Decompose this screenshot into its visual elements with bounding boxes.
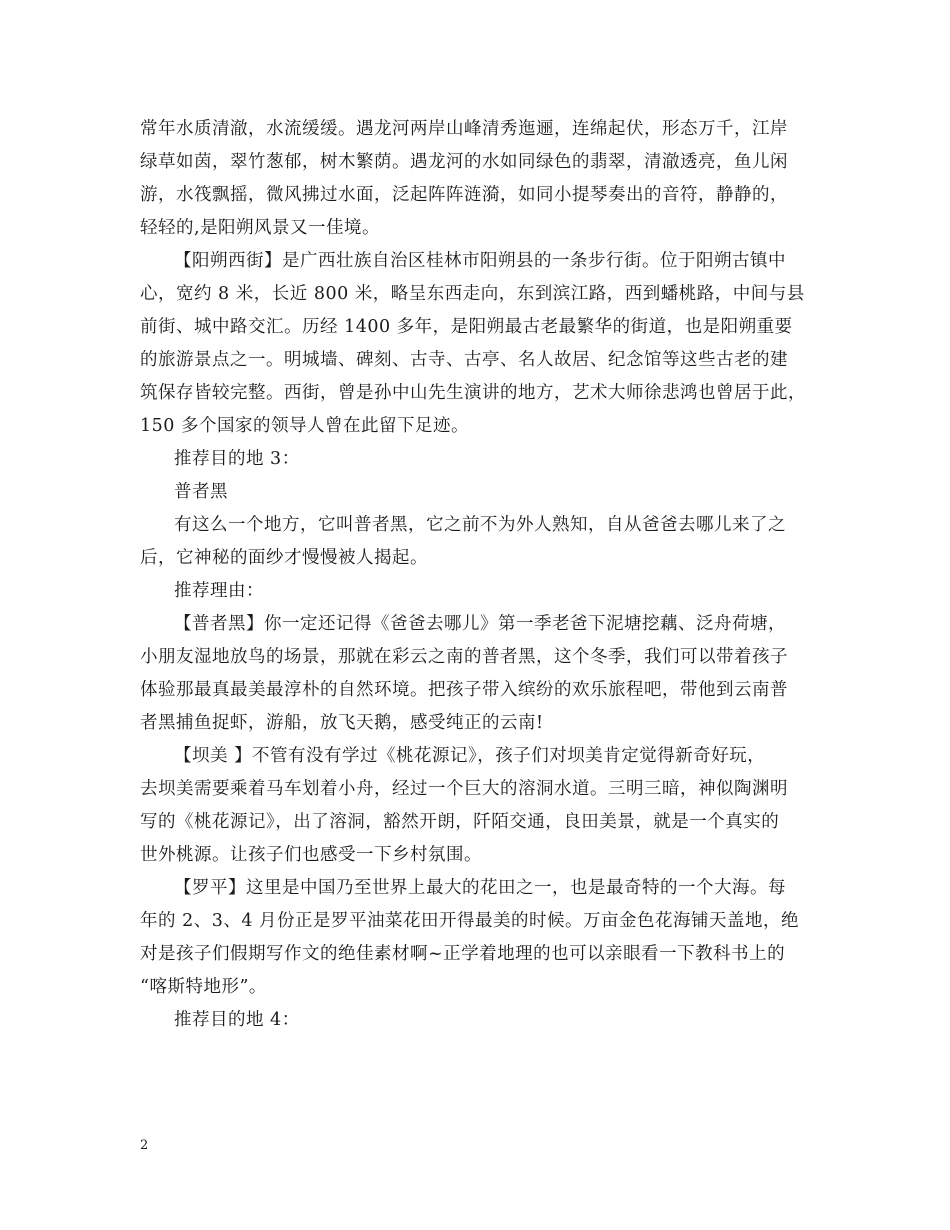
section-heading: 推荐理由： bbox=[174, 581, 264, 601]
body-line: 去坝美需要乘着马车划着小舟，经过一个巨大的溶洞水道。三明三暗，神似陶渊明 bbox=[140, 779, 788, 799]
paragraph-start-line: 【普者黑】你一定还记得《爸爸去哪儿》第一季老爸下泥塘挖藕、泛舟荷塘， bbox=[174, 614, 786, 634]
section-heading: 推荐目的地 3： bbox=[174, 449, 300, 469]
body-line: 150 多个国家的领导人曾在此留下足迹。 bbox=[140, 416, 469, 436]
body-line: 年的 2、3、4 月份正是罗平油菜花田开得最美的时候。万亩金色花海铺天盖地，绝 bbox=[140, 911, 800, 931]
body-line: 世外桃源。让孩子们也感受一下乡村氛围。 bbox=[140, 845, 482, 865]
body-line: 小朋友湿地放鸟的场景，那就在彩云之南的普者黑，这个冬季，我们可以带着孩子 bbox=[140, 647, 788, 667]
body-line: 写的《桃花源记》，出了溶洞，豁然开朗，阡陌交通，良田美景，就是一个真实的 bbox=[140, 812, 780, 832]
page-number: 2 bbox=[140, 1138, 149, 1153]
body-line: 常年水质清澈，水流缓缓。遇龙河两岸山峰清秀迤逦，连绵起伏，形态万千，江岸 bbox=[140, 119, 788, 139]
body-line: 体验那最真最美最淳朴的自然环境。把孩子带入缤纷的欢乐旅程吧，带他到云南普 bbox=[140, 680, 788, 700]
body-line: “喀斯特地形”。 bbox=[140, 977, 267, 997]
paragraph-start-line: 有这么一个地方，它叫普者黑，它之前不为外人熟知，自从爸爸去哪儿来了之 bbox=[174, 515, 786, 535]
body-line: 轻轻的,是阳朔风景又一佳境。 bbox=[140, 218, 381, 238]
body-line: 对是孩子们假期写作文的绝佳素材啊~正学着地理的也可以亲眼看一下教科书上的 bbox=[140, 944, 786, 964]
paragraph-start-line: 【坝美 】不管有没有学过《桃花源记》，孩子们对坝美肯定觉得新奇好玩， bbox=[174, 746, 766, 766]
body-line: 前街、城中路交汇。历经 1400 多年，是阳朔最古老最繁华的街道，也是阳朔重要 bbox=[140, 317, 793, 337]
section-heading: 推荐目的地 4： bbox=[174, 1010, 300, 1030]
document-body bbox=[140, 114, 820, 1038]
destination-name: 普者黑 bbox=[174, 482, 228, 502]
body-line: 绿草如茵，翠竹葱郁，树木繁荫。遇龙河的水如同绿色的翡翠，清澈透亮，鱼儿闲 bbox=[140, 152, 788, 172]
body-line: 心，宽约 8 米，长近 800 米，略呈东西走向，东到滨江路，西到蟠桃路，中间与县 bbox=[140, 284, 805, 304]
body-line: 游，水筏飘摇，微风拂过水面，泛起阵阵涟漪，如同小提琴奏出的音符，静静的， bbox=[140, 185, 788, 205]
body-line: 者黑捕鱼捉虾，游船，放飞天鹅，感受纯正的云南! bbox=[140, 713, 544, 733]
body-line: 的旅游景点之一。明城墙、碑刻、古寺、古亭、名人故居、纪念馆等这些古老的建 bbox=[140, 350, 788, 370]
body-line: 筑保存皆较完整。西街，曾是孙中山先生演讲的地方，艺术大师徐悲鸿也曾居于此， bbox=[140, 383, 806, 403]
body-line: 后，它神秘的面纱才慢慢被人揭起。 bbox=[140, 548, 428, 568]
paragraph-start-line: 【阳朔西街】是广西壮族自治区桂林市阳朔县的一条步行街。位于阳朔古镇中 bbox=[174, 251, 786, 271]
paragraph-start-line: 【罗平】这里是中国乃至世界上最大的花田之一，也是最奇特的一个大海。每 bbox=[174, 878, 786, 898]
